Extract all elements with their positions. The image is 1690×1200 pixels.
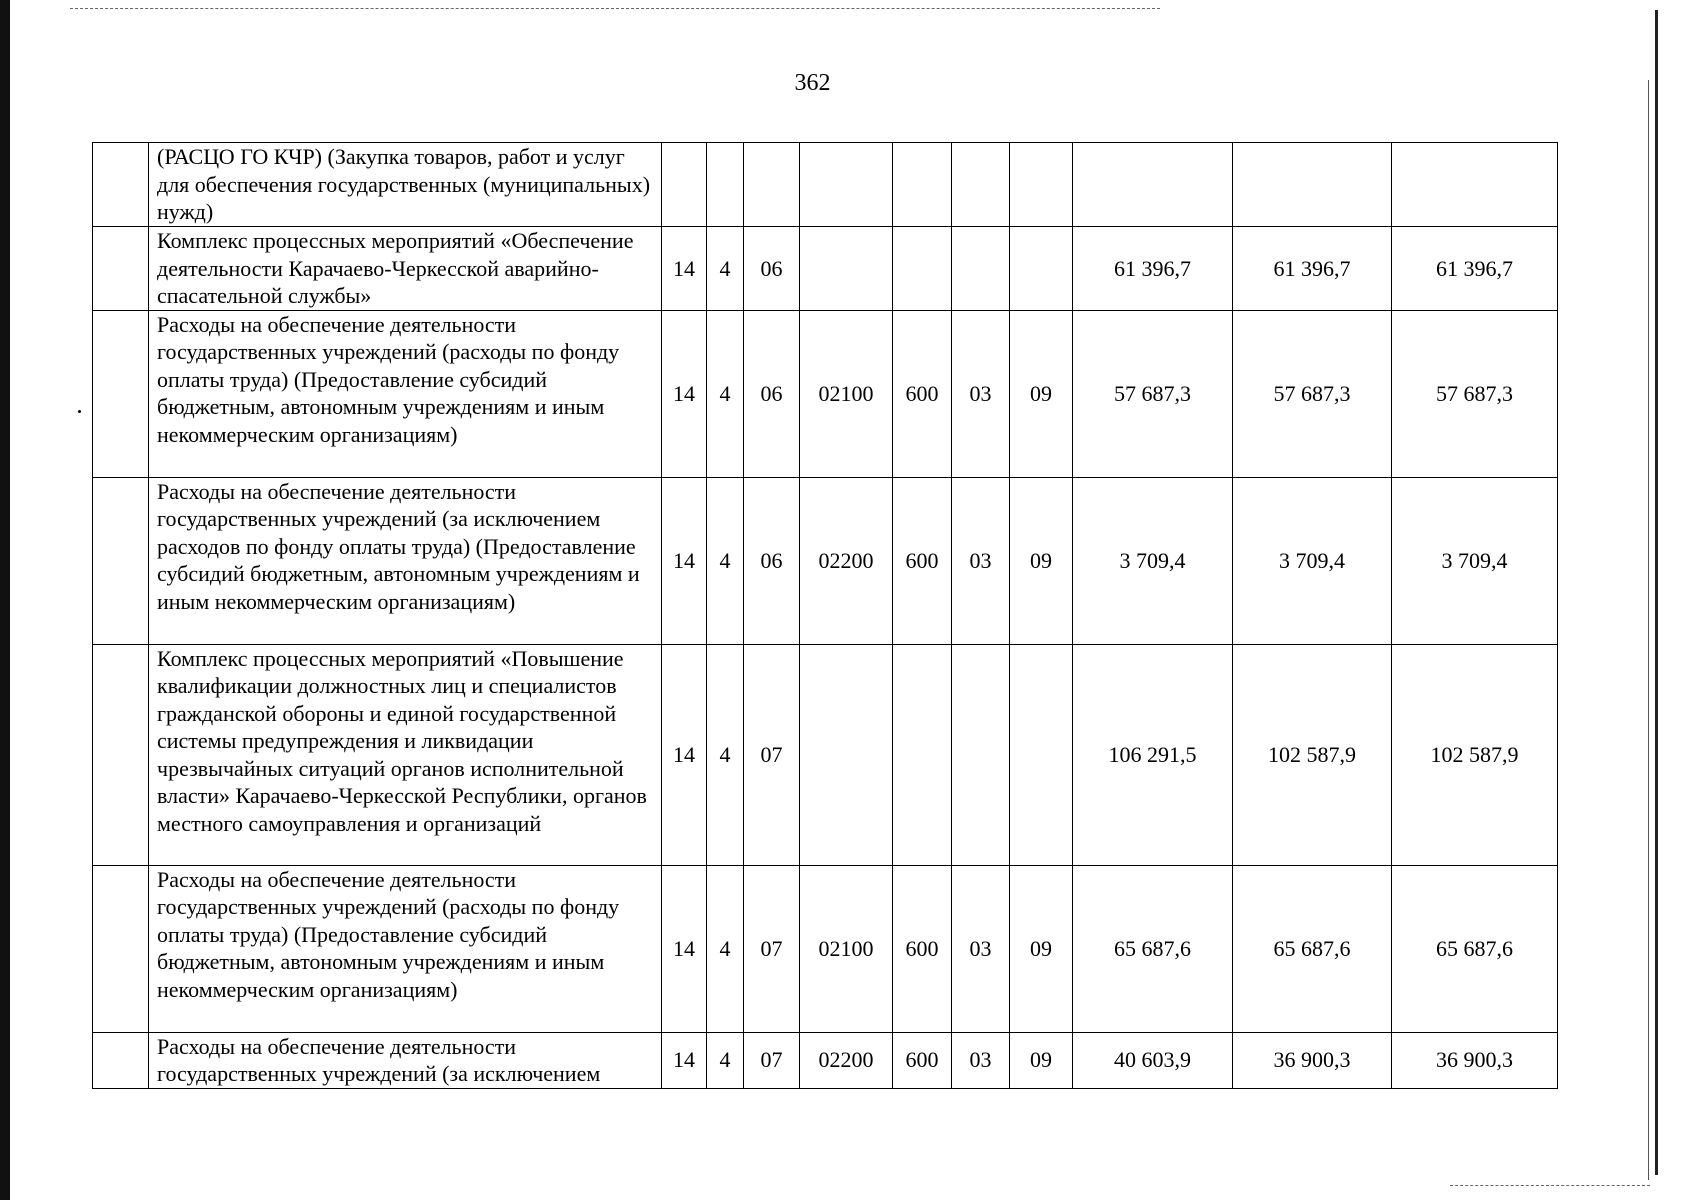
row-index-cell: [93, 477, 149, 644]
amount-cell: 61 396,7: [1073, 227, 1233, 311]
code-cell: 09: [1010, 477, 1073, 644]
code-cell: 03: [952, 477, 1010, 644]
code-cell: 09: [1010, 1032, 1073, 1088]
table-row: [93, 143, 1558, 227]
code-cell: 14: [662, 310, 707, 477]
code-cell: [893, 143, 952, 227]
code-cell: 14: [662, 865, 707, 1032]
code-cell: 14: [662, 1032, 707, 1088]
code-cell: [1010, 143, 1073, 227]
code-cell: 4: [707, 644, 744, 865]
code-cell: 600: [893, 865, 952, 1032]
scan-speck: [78, 410, 81, 413]
amount-cell: 65 687,6: [1233, 865, 1392, 1032]
row-index-cell: [93, 644, 149, 865]
code-cell: 4: [707, 865, 744, 1032]
code-cell: [707, 143, 744, 227]
row-description: Расходы на обеспечение деятельности государственных учреждений (за исключением: [149, 1032, 662, 1088]
scan-right-border: [1655, 10, 1658, 1175]
amount-cell: 102 587,9: [1392, 644, 1558, 865]
row-description: Комплекс процессных мероприятий «Обеспечение деятельности Карачаево-Черкесской аварийно-спасательной службы»: [149, 227, 662, 311]
code-cell: 600: [893, 1032, 952, 1088]
code-cell: 02100: [800, 310, 893, 477]
code-cell: [952, 143, 1010, 227]
page-number: 362: [794, 70, 831, 96]
amount-cell: 61 396,7: [1392, 227, 1558, 311]
row-index-cell: [93, 227, 149, 311]
code-cell: 4: [707, 310, 744, 477]
code-cell: 03: [952, 310, 1010, 477]
row-description: Расходы на обеспечение деятельности государственных учреждений (расходы по фонду оплаты труда) (Предоставление субсидий бюджетным, автономным учреждениям и иным некоммерческим организациям): [149, 310, 662, 477]
amount-cell: 61 396,7: [1233, 227, 1392, 311]
amount-cell: 57 687,3: [1073, 310, 1233, 477]
code-cell: 02200: [800, 477, 893, 644]
code-cell: 4: [707, 227, 744, 311]
code-cell: 4: [707, 477, 744, 644]
table-row: [93, 477, 1558, 644]
code-cell: [800, 143, 893, 227]
code-cell: 02200: [800, 1032, 893, 1088]
code-cell: 07: [744, 1032, 800, 1088]
code-cell: [800, 644, 893, 865]
table-row: [93, 310, 1558, 477]
code-cell: [1010, 227, 1073, 311]
row-index-cell: [93, 1032, 149, 1088]
code-cell: 06: [744, 310, 800, 477]
row-index-cell: [93, 310, 149, 477]
amount-cell: [1233, 143, 1392, 227]
table-row: [93, 227, 1558, 311]
amount-cell: 106 291,5: [1073, 644, 1233, 865]
code-cell: 06: [744, 227, 800, 311]
code-cell: 4: [707, 1032, 744, 1088]
table-row: [93, 1032, 1558, 1088]
code-cell: [1010, 644, 1073, 865]
row-description: Комплекс процессных мероприятий «Повышение квалификации должностных лиц и специалистов гражданской обороны и единой государственной системы предупреждения и ликвидации чрезвычайных ситуаций органов исполнительной власти» Карачаево-Черкесской Республики, органов местного самоуправления и организаций: [149, 644, 662, 865]
code-cell: 14: [662, 227, 707, 311]
amount-cell: 3 709,4: [1233, 477, 1392, 644]
code-cell: [800, 227, 893, 311]
row-description: (РАСЦО ГО КЧР) (Закупка товаров, работ и услуг для обеспечения государственных (муниципальных) нужд): [149, 143, 662, 227]
amount-cell: 57 687,3: [1392, 310, 1558, 477]
amount-cell: 40 603,9: [1073, 1032, 1233, 1088]
row-index-cell: [93, 143, 149, 227]
scan-bottom-artifact: [1450, 1185, 1650, 1187]
code-cell: 03: [952, 1032, 1010, 1088]
amount-cell: 36 900,3: [1233, 1032, 1392, 1088]
amount-cell: [1073, 143, 1233, 227]
amount-cell: 65 687,6: [1392, 865, 1558, 1032]
amount-cell: 3 709,4: [1392, 477, 1558, 644]
scan-top-artifact: [70, 8, 1160, 10]
amount-cell: 102 587,9: [1233, 644, 1392, 865]
budget-table: [92, 142, 1558, 1089]
code-cell: 07: [744, 865, 800, 1032]
code-cell: [952, 644, 1010, 865]
row-index-cell: [93, 865, 149, 1032]
amount-cell: 36 900,3: [1392, 1032, 1558, 1088]
amount-cell: 65 687,6: [1073, 865, 1233, 1032]
scan-right-border-inner: [1648, 80, 1649, 1180]
code-cell: [952, 227, 1010, 311]
code-cell: 600: [893, 477, 952, 644]
table-row: [93, 644, 1558, 865]
row-description: Расходы на обеспечение деятельности государственных учреждений (расходы по фонду оплаты труда) (Предоставление субсидий бюджетным, автономным учреждениям и иным некоммерческим организациям): [149, 865, 662, 1032]
code-cell: [893, 644, 952, 865]
scan-left-border: [0, 0, 10, 1200]
code-cell: 09: [1010, 865, 1073, 1032]
row-description: Расходы на обеспечение деятельности государственных учреждений (за исключением расходов по фонду оплаты труда) (Предоставление субсидий бюджетным, автономным учреждениям и иным некоммерческим организациям): [149, 477, 662, 644]
amount-cell: 57 687,3: [1233, 310, 1392, 477]
code-cell: 07: [744, 644, 800, 865]
code-cell: [744, 143, 800, 227]
code-cell: [662, 143, 707, 227]
code-cell: 02100: [800, 865, 893, 1032]
code-cell: 14: [662, 477, 707, 644]
code-cell: 600: [893, 310, 952, 477]
code-cell: 06: [744, 477, 800, 644]
table-row: [93, 865, 1558, 1032]
code-cell: [893, 227, 952, 311]
amount-cell: [1392, 143, 1558, 227]
code-cell: 14: [662, 644, 707, 865]
code-cell: 03: [952, 865, 1010, 1032]
code-cell: 09: [1010, 310, 1073, 477]
amount-cell: 3 709,4: [1073, 477, 1233, 644]
